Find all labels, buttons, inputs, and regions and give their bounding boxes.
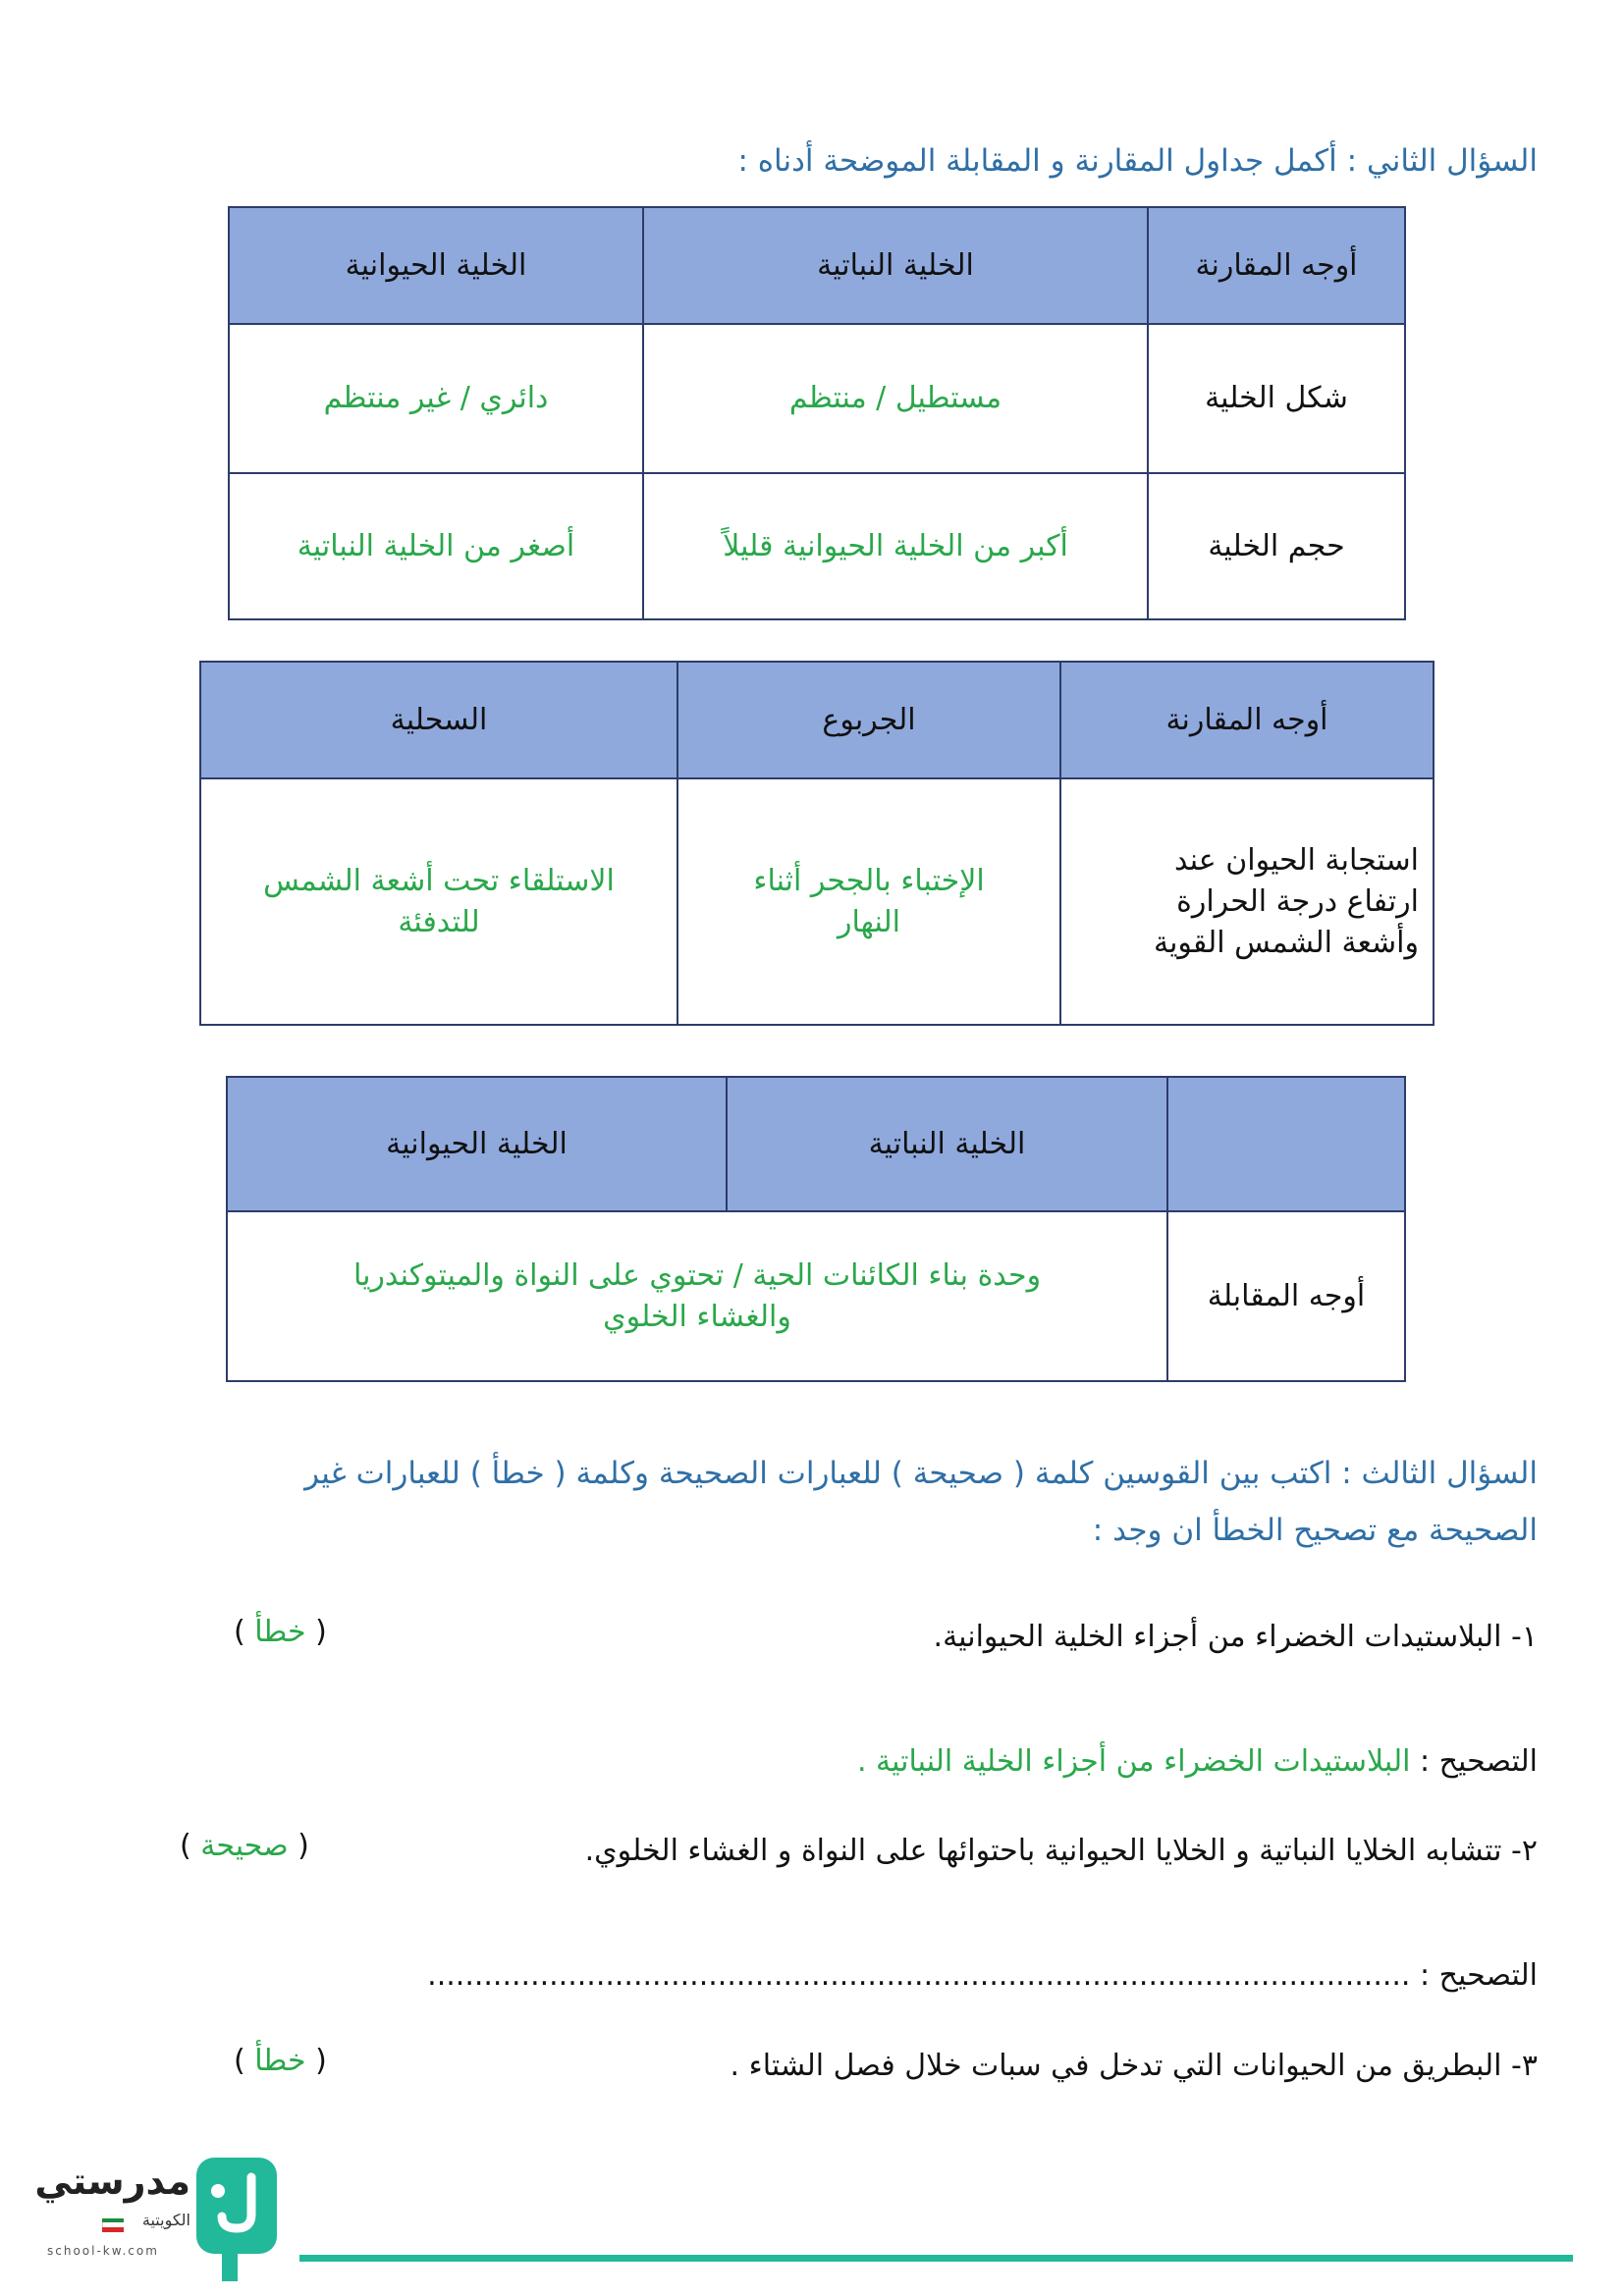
animal-response-table: [199, 661, 1435, 1026]
table1-animal-size: أصغر من الخلية النباتية: [229, 473, 643, 619]
table3-row-label: أوجه المقابلة: [1167, 1211, 1405, 1381]
table1-row-label-size: حجم الخلية: [1148, 473, 1405, 619]
table1-plant-shape: مستطيل / منتظم: [643, 324, 1148, 473]
correction-1-text: البلاستيدات الخضراء من أجزاء الخلية النباتية .: [856, 1744, 1411, 1779]
logo-name: مدرستي: [34, 2160, 190, 2203]
correction-1-label: التصحيح :: [1420, 1744, 1538, 1779]
logo-site: school-kw.com: [47, 2244, 159, 2258]
answer-1: ( خطأ ): [234, 1615, 327, 1649]
statement-2: ٢- تتشابه الخلايا النباتية و الخلايا الحيوانية باحتوائها على النواة و الغشاء الخلوي.: [584, 1834, 1538, 1868]
table2-header-jerboa: الجربوع: [677, 662, 1060, 778]
table3-header-animal-cell: الخلية الحيوانية: [227, 1077, 727, 1211]
correction-2: [143, 1953, 1538, 1999]
table2-lizard-answer: الاستلقاء تحت أشعة الشمس للتدفئة: [200, 778, 677, 1025]
logo-tail: [222, 2250, 238, 2281]
table2-jerboa-answer: الإختباء بالجحر أثناء النهار: [677, 778, 1060, 1025]
table1-header-plant-cell: الخلية النباتية: [643, 207, 1148, 324]
kuwait-flag-icon: [102, 2218, 124, 2232]
correction-1: [359, 1739, 1538, 1785]
smile-icon: [196, 2158, 277, 2254]
comparison-table-cells: [228, 206, 1406, 620]
footer-line: [299, 2255, 1573, 2262]
table3-header-plant-cell: الخلية النباتية: [727, 1077, 1167, 1211]
school-logo: [34, 2152, 293, 2289]
statement-1: ١- البلاستيدات الخضراء من أجزاء الخلية الحيوانية.: [933, 1620, 1538, 1654]
table1-header-aspects: أوجه المقارنة: [1148, 207, 1405, 324]
logo-mark: [196, 2158, 277, 2254]
table1-plant-size: أكبر من الخلية الحيوانية قليلاً: [643, 473, 1148, 619]
question-3-title: السؤال الثالث : اكتب بين القوسين كلمة ( صحيحة ) للعبارات الصحيحة وكلمة ( خطأ ) للعبارات غير الصحيحة مع تصحيح الخطأ ان وجد :: [304, 1456, 1538, 1548]
question-2-title: السؤال الثاني : أكمل جداول المقارنة و المقابلة الموضحة أدناه :: [737, 143, 1538, 179]
logo-subtitle: الكويتية: [141, 2211, 190, 2229]
answer-2: ( صحيحة ): [180, 1829, 309, 1863]
table2-header-lizard: السحلية: [200, 662, 677, 778]
correction-2-label: التصحيح :: [1420, 1958, 1538, 1993]
answer-3: ( خطأ ): [234, 2044, 327, 2078]
table2-row-label: استجابة الحيوان عند ارتفاع درجة الحرارة وأشعة الشمس القوية: [1060, 778, 1434, 1025]
table1-header-animal-cell: الخلية الحيوانية: [229, 207, 643, 324]
table1-row-label-shape: شكل الخلية: [1148, 324, 1405, 473]
table3-header-empty: [1167, 1077, 1405, 1211]
similarity-table: [226, 1076, 1406, 1382]
table1-animal-shape: دائري / غير منتظم: [229, 324, 643, 473]
table3-answer: وحدة بناء الكائنات الحية / تحتوي على النواة والميتوكندريا والغشاء الخلوي: [227, 1211, 1167, 1381]
table2-header-aspects: أوجه المقارنة: [1060, 662, 1434, 778]
correction-2-dots: .........................................................................................................: [427, 1958, 1411, 1993]
statement-3: ٣- البطريق من الحيوانات التي تدخل في سبات خلال فصل الشتاء .: [730, 2049, 1538, 2083]
